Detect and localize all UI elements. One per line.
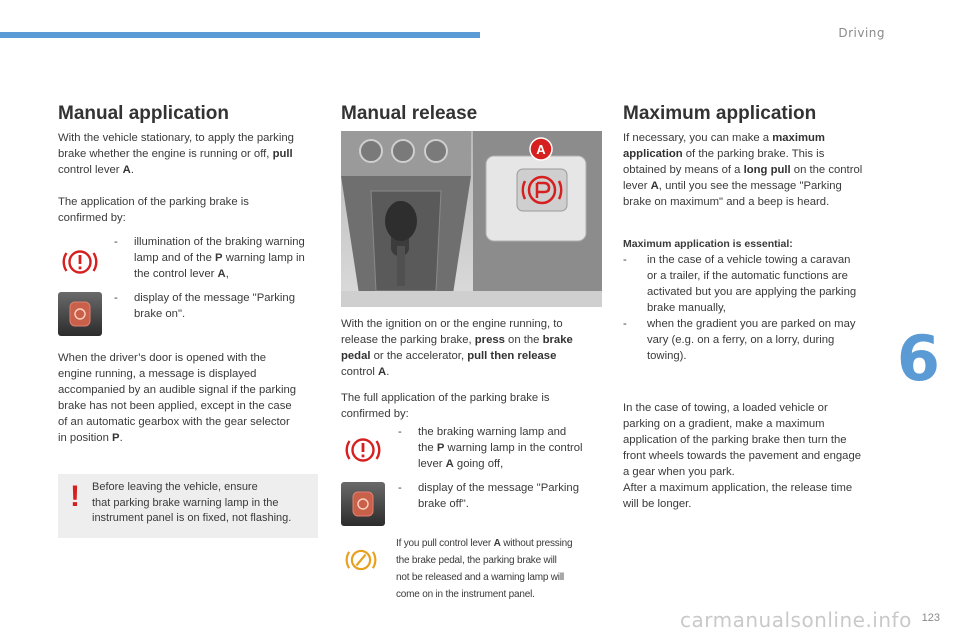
brake-warning-lamp-icon bbox=[58, 240, 102, 284]
brake-fault-amber-icon bbox=[341, 540, 381, 580]
col1-paragraph-3: When the driver’s door is opened with the engine running, a message is displayed accompanied by an audible signal if the parking brake has not been applied, except in the case of an automatic gearbox with the gear selector in position P. bbox=[58, 352, 297, 444]
exclamation-icon: ! bbox=[70, 480, 80, 513]
warning-note-text: Before leaving the vehicle, ensure that parking brake warning lamp in the instrument panel is on fixed, not flashing. bbox=[92, 481, 292, 524]
col2-paragraph-2: The full application of the parking brake is confirmed by: bbox=[341, 392, 550, 420]
col1-title: Manual application bbox=[58, 103, 230, 124]
gear-console-illustration bbox=[341, 131, 602, 307]
col3-essential-heading: Maximum application is essential: bbox=[623, 238, 793, 250]
console-photo bbox=[341, 131, 602, 307]
col2-paragraph-1: With the ignition on or the engine running, to release the parking brake, press on the brake pedal or the accelerator, pull then release control A. bbox=[341, 318, 573, 378]
chapter-number: 6 bbox=[896, 322, 940, 395]
col3-paragraph-1: If necessary, you can make a maximum application of the parking brake. This is obtained by means of a long pull on the control lever A, until you see the message "Parking brake on maximum" and a beep is heard. bbox=[623, 132, 863, 208]
col1-paragraph-1: With the vehicle stationary, to apply the parking brake whether the engine is running or off, pull control lever A. bbox=[58, 132, 294, 176]
display-message-icon bbox=[58, 292, 102, 336]
col2-title: Manual release bbox=[341, 103, 478, 124]
brake-warning-lamp-icon bbox=[341, 428, 385, 472]
page-number: 123 bbox=[921, 612, 940, 624]
header-accent-bar bbox=[0, 32, 480, 38]
col1-paragraph-2: The application of the parking brake is confirmed by: bbox=[58, 196, 249, 224]
warning-note-box bbox=[58, 474, 318, 538]
col3-paragraph-2: In the case of towing, a loaded vehicle or parking on a gradient, make a maximum application of the parking brake then turn the front wheels towards the pavement and engage a gear when you park. After a maximum application, the release time will be longer. bbox=[623, 402, 862, 510]
col2-note: If you pull control lever A without pressing the brake pedal, the parking brake will not be released and a warning lamp will come on in the instrument panel. bbox=[396, 538, 573, 600]
col3-title: Maximum application bbox=[623, 103, 817, 124]
watermark: carmanualsonline.info bbox=[680, 608, 912, 632]
section-title: Driving bbox=[838, 26, 885, 40]
display-message-icon bbox=[341, 482, 385, 526]
photo-callout-a: A bbox=[536, 142, 546, 157]
